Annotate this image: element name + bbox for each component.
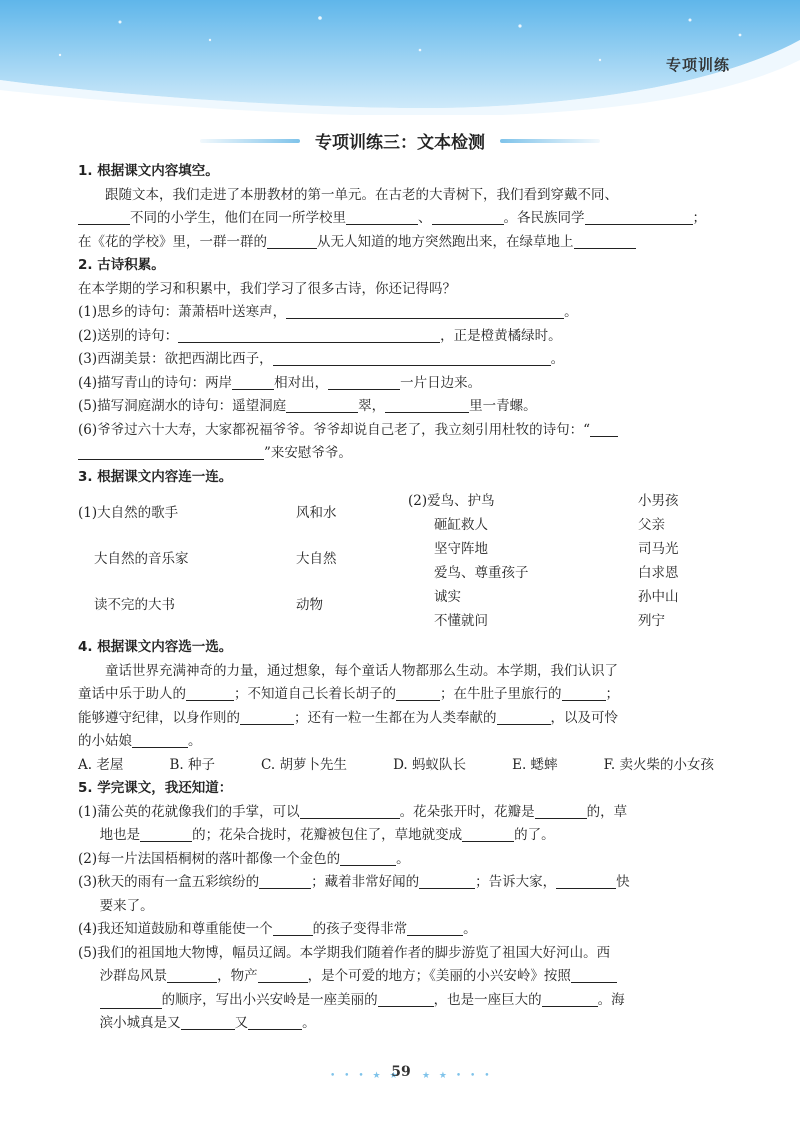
q5-line-7 (78, 942, 728, 966)
match-right-term[interactable]: 爱鸟、尊重孩子 (434, 565, 529, 581)
answer-blank[interactable] (167, 966, 217, 983)
q1-text: 在《花的学校》里，一群一群的 (78, 233, 267, 250)
q2-intro: 在本学期的学习和积累中，我们学习了很多古诗，你还记得吗？ (78, 280, 456, 297)
q4-text: ；不知道自己长着长胡子的 (234, 686, 396, 702)
match-right-term[interactable]: 诚实 (434, 589, 461, 605)
q5-text: 的孩子变得非常 (312, 921, 408, 937)
q5-text: (5)我们的祖国地大物博，幅员辽阔。本学期我们随着作者的脚步游览了祖国大好河山。西 (78, 944, 611, 961)
q5-line-2 (78, 824, 728, 848)
q1-line-3 (78, 231, 728, 255)
answer-blank[interactable] (267, 232, 317, 249)
q5-line-6 (78, 918, 728, 942)
q2-item-3 (78, 348, 728, 372)
answer-blank[interactable] (78, 443, 264, 460)
q5-text: 。花朵张开时，花瓣是 (399, 803, 535, 820)
answer-blank[interactable] (240, 708, 294, 725)
match-left-target[interactable]: 动物 (296, 597, 323, 613)
answer-blank[interactable] (562, 684, 606, 701)
answer-blank[interactable] (571, 966, 617, 983)
q4-text: 童话世界充满神奇的力量，通过想象，每个童话人物都那么生动。本学期，我们认识了 (105, 662, 618, 679)
answer-blank[interactable] (78, 208, 130, 225)
q5-text: 的了。 (514, 827, 555, 843)
answer-blank[interactable] (273, 349, 551, 366)
option-a[interactable]: A. 老屋 (78, 756, 124, 773)
match-right-term[interactable]: (2)爱鸟、护鸟 (408, 493, 495, 509)
q1-line-2 (78, 207, 728, 231)
q5-text: 滨小城真是又 (99, 1015, 181, 1031)
option-e[interactable]: E. 蟋蟀 (512, 756, 558, 773)
q5-text: ，是个可爱的地方；《美丽的小兴安岭》按照 (307, 968, 571, 984)
q5-text: 沙群岛风景 (99, 968, 168, 984)
q1-text: ； (692, 210, 706, 226)
answer-blank[interactable] (273, 919, 313, 936)
q1-text: 、 (418, 210, 432, 226)
answer-blank[interactable] (258, 966, 308, 983)
answer-blank[interactable] (419, 872, 475, 889)
q4-text: ，以及可怜 (550, 709, 618, 726)
answer-blank[interactable] (328, 373, 400, 390)
answer-blank[interactable] (232, 373, 274, 390)
answer-blank[interactable] (407, 919, 463, 936)
q5-text: ，也是一座巨大的 (433, 991, 542, 1008)
matching-exercise (78, 492, 728, 632)
q2-text: 翠， (358, 398, 386, 414)
answer-blank[interactable] (542, 990, 598, 1007)
title-decor-right (500, 139, 600, 143)
answer-blank[interactable] (497, 708, 551, 725)
q2-text: 一片日边来。 (400, 374, 482, 391)
answer-blank[interactable] (574, 232, 636, 249)
footer-decor-left: • • • ★ ★ (330, 1071, 401, 1081)
match-left-target[interactable]: 风和水 (296, 505, 337, 521)
match-right-target[interactable]: 列宁 (638, 613, 665, 629)
answer-blank[interactable] (132, 731, 188, 748)
title-decor-left (200, 139, 300, 143)
q5-line-10 (78, 1012, 728, 1036)
q5-text: 。 (463, 921, 477, 937)
match-right-target[interactable]: 小男孩 (638, 493, 679, 509)
match-left-target[interactable]: 大自然 (296, 551, 337, 567)
q2-text: 相对出， (274, 374, 329, 391)
answer-blank[interactable] (286, 302, 564, 319)
section-label: 专项训练 (665, 56, 730, 74)
answer-blank[interactable] (432, 208, 504, 225)
q2-item-4 (78, 372, 728, 396)
q2-text: (2)送别的诗句： (78, 327, 179, 344)
q4-options (78, 754, 714, 778)
q4-line-4 (78, 730, 728, 754)
q5-text: 地也是 (99, 827, 141, 843)
q4-text: ；还有一粒一生都在为人类奉献的 (294, 709, 497, 726)
q5-line-4 (78, 871, 728, 895)
q5-text: ；告诉大家， (475, 874, 557, 890)
q2-item-6-cont (78, 442, 728, 466)
question-3-heading: 3. 根据课文内容连一连。 (78, 468, 233, 485)
q5-text: (3)秋天的雨有一盒五彩缤纷的 (78, 874, 260, 890)
q5-line-1 (78, 801, 728, 825)
q5-text: 。海 (597, 991, 625, 1008)
q1-line-1 (78, 184, 728, 208)
question-4-heading: 4. 根据课文内容选一选。 (78, 639, 233, 655)
q2-item-5 (78, 395, 728, 419)
q5-text: (1)蒲公英的花就像我们的手掌，可以 (78, 803, 300, 820)
answer-blank[interactable] (300, 802, 400, 819)
q5-text: 快 (616, 874, 630, 890)
q2-text: (1)思乡的诗句：萧萧梧叶送寒声， (78, 304, 287, 320)
q2-text: (3)西湖美景：欲把西湖比西子， (78, 351, 273, 367)
q4-line-3 (78, 707, 728, 731)
q4-text: ；在牛肚子里旅行的 (440, 686, 562, 702)
q5-text: 。 (302, 1015, 316, 1031)
match-left-term: (1)大自然的歌手 (78, 505, 179, 521)
q5-line-3 (78, 848, 728, 872)
option-c[interactable]: C. 胡萝卜先生 (261, 756, 347, 773)
page-number: 59 (391, 1064, 411, 1080)
worksheet-content (78, 160, 728, 1036)
answer-blank[interactable] (100, 992, 162, 1009)
q2-text: 。 (564, 304, 578, 320)
option-d[interactable]: D. 蚂蚁队长 (393, 756, 467, 773)
q2-text: (5)描写洞庭湖水的诗句：遥望洞庭 (78, 398, 287, 414)
q5-text: 要来了。 (99, 897, 154, 914)
option-f[interactable]: F. 卖火柴的小女孩 (603, 756, 714, 773)
answer-blank[interactable] (181, 1013, 235, 1030)
answer-blank[interactable] (556, 872, 616, 889)
q4-text: 的小姑娘 (78, 733, 132, 749)
answer-blank[interactable] (385, 396, 469, 413)
title-row (200, 126, 600, 156)
q4-line-2 (78, 683, 728, 707)
q5-text: (4)我还知道鼓励和尊重能使一个 (78, 921, 273, 937)
match-right-target[interactable]: 父亲 (638, 517, 665, 533)
q5-text: (2)每一片法国梧桐树的落叶都像一个金色的 (78, 850, 341, 867)
q4-text: 能够遵守纪律，以身作则的 (78, 709, 240, 726)
match-right-term[interactable]: 砸缸救人 (434, 517, 488, 533)
answer-blank[interactable] (259, 872, 311, 889)
q2-text: (4)描写青山的诗句：两岸 (78, 374, 233, 391)
q4-text: 童话中乐于助人的 (78, 686, 186, 702)
option-b[interactable]: B. 种子 (169, 756, 215, 773)
q1-text: 不同的小学生，他们在同一所学校里 (130, 210, 346, 226)
page-title: 专项训练三：文本检测 (315, 133, 485, 153)
footer-decor-right: ★ ★ • • • (422, 1071, 493, 1081)
q1-text: 。各民族同学 (503, 210, 585, 226)
q5-line-8 (78, 965, 728, 989)
q1-text: 从无人知道的地方突然跑出来，在绿草地上 (317, 233, 574, 250)
q2-text: (6)爷爷过六十大寿，大家都祝福爷爷。爷爷却说自己老了，我立刻引用杜牧的诗句：“ (78, 421, 591, 438)
answer-blank[interactable] (535, 802, 587, 819)
q2-text: 里一青螺。 (469, 398, 537, 414)
match-left-term: 读不完的大书 (94, 597, 175, 613)
question-2-heading: 2. 古诗积累。 (78, 257, 165, 273)
q5-line-9 (78, 989, 728, 1013)
q5-text: 的顺序，写出小兴安岭是一座美丽的 (161, 991, 378, 1008)
match-left-term: 大自然的音乐家 (94, 551, 189, 567)
answer-blank[interactable] (590, 420, 618, 437)
match-right-term[interactable]: 坚守阵地 (434, 541, 488, 557)
question-1-heading: 1. 根据课文内容填空。 (78, 163, 219, 179)
match-right-target[interactable]: 白求恩 (638, 565, 679, 581)
q1-text: 跟随文本，我们走进了本册教材的第一单元。在古老的大青树下，我们看到穿戴不同、 (105, 186, 618, 203)
q5-text: 。 (396, 850, 410, 867)
q2-item-2 (78, 325, 728, 349)
answer-blank[interactable] (378, 990, 434, 1007)
q2-text: ”来安慰爷爷。 (264, 445, 352, 461)
q5-text: 的，草 (586, 803, 628, 820)
q2-item-6 (78, 419, 728, 443)
q2-text: ，正是橙黄橘绿时。 (440, 327, 562, 344)
answer-blank[interactable] (462, 825, 514, 842)
question-5-heading: 5. 学完课文，我还知道： (78, 780, 233, 796)
q5-text: ；藏着非常好闻的 (311, 874, 420, 890)
q4-text: ； (605, 686, 619, 702)
answer-blank[interactable] (178, 326, 440, 343)
page-header-banner (0, 0, 800, 115)
answer-blank[interactable] (140, 825, 192, 842)
answer-blank[interactable] (340, 849, 396, 866)
q5-line-5 (78, 895, 728, 919)
answer-blank[interactable] (346, 208, 418, 225)
q2-item-1 (78, 301, 728, 325)
match-right-target[interactable]: 孙中山 (638, 589, 679, 605)
answer-blank[interactable] (396, 684, 440, 701)
answer-blank[interactable] (186, 684, 234, 701)
q5-text: 的；花朵合拢时，花瓣被包住了，草地就变成 (192, 827, 463, 843)
q5-text: 又 (234, 1015, 249, 1031)
q4-text: 。 (188, 733, 202, 749)
q2-text: 。 (550, 351, 565, 367)
match-right-term[interactable]: 不懂就问 (434, 613, 488, 629)
answer-blank[interactable] (248, 1013, 302, 1030)
answer-blank[interactable] (585, 208, 693, 225)
answer-blank[interactable] (286, 396, 358, 413)
q5-text: ，物产 (217, 968, 258, 984)
q4-line-1 (78, 660, 728, 684)
match-right-target[interactable]: 司马光 (638, 541, 679, 557)
